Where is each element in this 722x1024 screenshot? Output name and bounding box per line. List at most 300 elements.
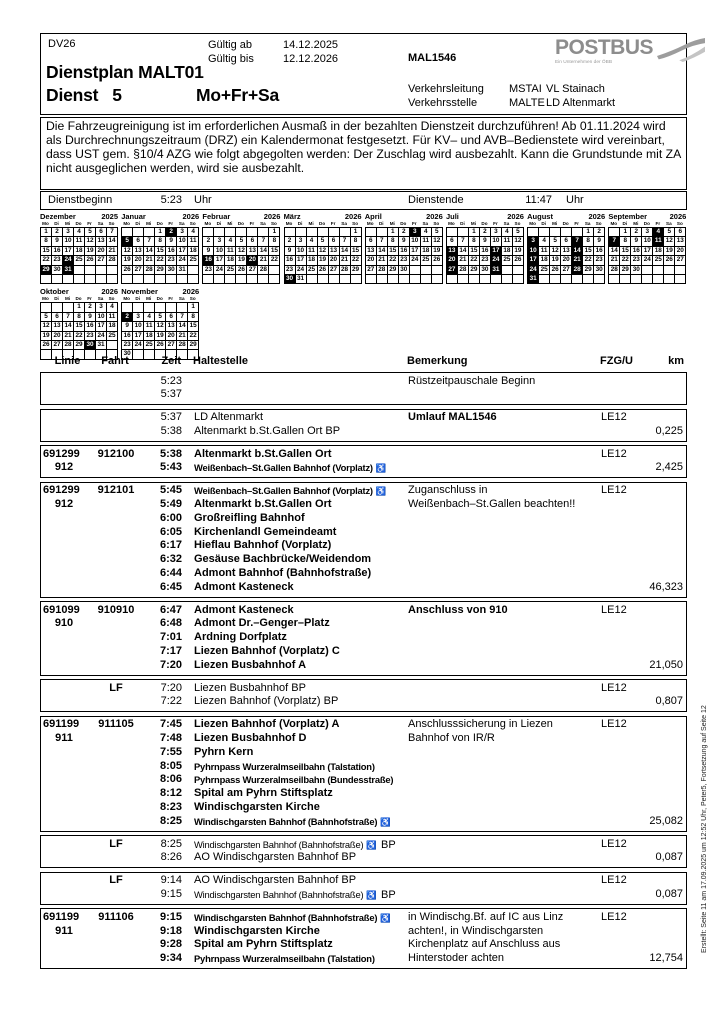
- cell-fzgu: [598, 801, 646, 815]
- calendar-day-cell: 18: [74, 247, 85, 256]
- cell-km: [646, 645, 686, 659]
- calendar-day-cell: 16: [285, 256, 296, 265]
- calendar-day-cell: 27: [52, 341, 63, 350]
- calendar-day-cell: 3: [410, 228, 421, 237]
- calendar-day-cell: 6: [247, 237, 258, 246]
- calendar-day-cell: [144, 275, 155, 284]
- calendar-day-cell: 21: [377, 256, 388, 265]
- calendar-weekday-label: So: [514, 221, 521, 226]
- calendar-day-cell: 1: [351, 228, 362, 237]
- calendar-day-cell: [177, 303, 188, 312]
- calendar-day-cell: 20: [329, 256, 340, 265]
- stop-name: Altenmarkt b.St.Gallen Ort: [194, 447, 332, 460]
- cell-haltestelle: [182, 581, 405, 595]
- timetable-row: [41, 888, 686, 902]
- cell-linie: [41, 581, 96, 595]
- calendar-day-cell: [307, 228, 318, 237]
- cell-linie: [41, 938, 96, 952]
- calendar-day-cell: [410, 266, 421, 275]
- cell-fahrt: [96, 461, 136, 476]
- calendar-day-cell: 13: [52, 322, 63, 331]
- cell-zeit: 7:20: [159, 658, 182, 671]
- cell-bemerkung: [405, 695, 598, 709]
- cell-haltestelle: [182, 815, 405, 830]
- calendar-day-cell: 17: [214, 256, 225, 265]
- calendar-day-cell: 25: [539, 266, 550, 275]
- valid-to-date: 12.12.2026: [283, 53, 339, 65]
- calendar-day-cell: [572, 275, 583, 284]
- cell-fahrt: 911106: [98, 910, 134, 923]
- cell-bemerkung: Anschluss von 910: [408, 603, 508, 616]
- duty-end-unit: Uhr: [566, 194, 584, 206]
- cell-fahrt: [96, 567, 136, 581]
- cell-km: 2,425: [655, 461, 683, 474]
- calendar-day-cell: [377, 228, 388, 237]
- cell-linie: [41, 461, 96, 476]
- calendar-day-cell: 25: [107, 332, 118, 341]
- calendar-day-cell: 3: [133, 313, 144, 322]
- calendar-weekday-label: Do: [156, 221, 163, 226]
- calendar-weekday-label: Sa: [341, 221, 347, 226]
- cell-fzgu: [598, 695, 646, 709]
- calendar-day-cell: [52, 303, 63, 312]
- calendar-day-cell: 11: [539, 247, 550, 256]
- calendar-day-grid: [527, 227, 605, 284]
- calendar-day-cell: 25: [653, 256, 664, 265]
- calendar-day-cell: 19: [41, 332, 52, 341]
- calendar-weekday-label: Di: [460, 221, 465, 226]
- timetable-row: [41, 659, 686, 673]
- calendar-day-cell: [41, 275, 52, 284]
- calendar-day-cell: 9: [203, 247, 214, 256]
- vks-label: Verkehrsstelle: [408, 97, 478, 109]
- cell-fahrt: [96, 732, 136, 746]
- calendar-weekday-row: [121, 296, 199, 302]
- stop-name: AO Windischgarsten Bahnhof BP: [194, 874, 357, 887]
- calendar-day-cell: [642, 266, 653, 275]
- calendar-day-cell: 23: [399, 256, 410, 265]
- calendar-day-cell: [247, 275, 258, 284]
- calendar-day-cell: [561, 275, 572, 284]
- cell-linie: [41, 874, 96, 888]
- cell-haltestelle: [182, 375, 405, 389]
- calendar-day-cell: 1: [469, 228, 480, 237]
- cell-linie: [41, 498, 96, 512]
- cell-zeit: 5:37: [160, 411, 182, 424]
- calendar-day-cell: 3: [491, 228, 502, 237]
- calendar-day-cell: 24: [133, 341, 144, 350]
- calendar-day-cell: 14: [144, 247, 155, 256]
- calendar-day-cell: [318, 275, 329, 284]
- calendar-weekday-label: Do: [156, 296, 163, 302]
- cell-fzgu: [598, 760, 646, 775]
- timetable-row: [41, 925, 686, 939]
- calendar-day-cell: 19: [318, 256, 329, 265]
- valid-to-label: Gültig bis: [208, 53, 254, 65]
- stop-name: Altenmarkt b.St.Gallen Ort BP: [194, 424, 341, 437]
- cell-fzgu: [598, 645, 646, 659]
- calendar-day-cell: 16: [52, 247, 63, 256]
- cell-zeit: 6:47: [159, 603, 182, 616]
- cell-fahrt: [96, 659, 136, 673]
- calendar-month-year: 2026: [669, 212, 687, 221]
- cell-fahrt: [96, 553, 136, 567]
- timetable-row: [41, 388, 686, 402]
- cell-km: [646, 838, 686, 853]
- calendar-day-cell: 23: [285, 266, 296, 275]
- stop-name: Liezen Bahnhof (Vorplatz) C: [194, 645, 340, 658]
- calendar-month-name: November: [121, 287, 158, 297]
- timetable-row: [41, 695, 686, 709]
- calendar-day-cell: 13: [561, 247, 572, 256]
- cell-fahrt: 910910: [97, 603, 135, 616]
- cell-fzgu: [598, 815, 646, 830]
- cell-haltestelle: [182, 925, 405, 939]
- cell-linie: [41, 425, 96, 439]
- calendar-day-cell: 12: [155, 322, 166, 331]
- calendar-day-cell: 23: [480, 256, 491, 265]
- calendar-day-cell: [269, 275, 280, 284]
- calendar-weekday-label: So: [595, 221, 602, 226]
- calendar-day-cell: [447, 275, 458, 284]
- cell-zeit: 8:25: [160, 837, 182, 850]
- calendar-day-cell: 20: [52, 332, 63, 341]
- calendar-day-cell: 18: [653, 247, 664, 256]
- calendar-weekday-label: Sa: [178, 296, 185, 302]
- calendar-day-cell: 18: [539, 256, 550, 265]
- calendar-day-cell: 9: [480, 237, 491, 246]
- calendar-day-cell: [653, 275, 664, 284]
- postbus-logo: [555, 36, 722, 65]
- calendar-weekday-label: Mi: [146, 296, 152, 302]
- stop-name: Admont Bahnhof (Bahnhofstraße): [194, 567, 372, 580]
- calendar-day-cell: 7: [340, 237, 351, 246]
- calendar-month-year: 2026: [182, 287, 200, 297]
- calendar-weekday-label: Fr: [168, 296, 173, 302]
- calendar-weekday-label: Mo: [42, 296, 49, 302]
- stop-name: Windischgarsten Bahnhof (Bahnhofstraße): [194, 889, 364, 900]
- calendar-day-cell: 26: [85, 256, 96, 265]
- cell-bemerkung: Hinterstoder achten: [408, 952, 504, 965]
- cell-fahrt: [96, 425, 136, 439]
- timetable-row: [41, 938, 686, 952]
- cell-bemerkung: [405, 838, 598, 853]
- calendar-month-title: [121, 287, 199, 296]
- cell-km: 0,087: [655, 851, 683, 864]
- calendar-weekday-label: Fr: [655, 221, 661, 226]
- calendar-day-cell: 27: [447, 266, 458, 275]
- calendar-day-grid: [202, 227, 280, 284]
- calendar-day-cell: [550, 275, 561, 284]
- timetable-row: [41, 604, 686, 618]
- calendar-day-cell: 26: [550, 266, 561, 275]
- cell-linie: [41, 567, 96, 581]
- calendar-day-grid: [121, 227, 199, 284]
- cell-fzgu: [598, 461, 646, 476]
- calendar-day-cell: 28: [458, 266, 469, 275]
- calendar-day-cell: 4: [539, 237, 550, 246]
- stop-name: Spital am Pyhrn Stiftsplatz: [194, 787, 333, 800]
- calendar-day-cell: 31: [96, 341, 107, 350]
- cell-linie: 691099: [43, 603, 80, 616]
- cell-zeit: 7:48: [159, 732, 182, 745]
- cell-zeit: 9:34: [159, 952, 182, 965]
- cell-fzgu: LE12: [601, 447, 627, 460]
- cell-haltestelle: [182, 911, 405, 926]
- dienst-label: Dienst: [46, 85, 99, 105]
- calendar-day-cell: 23: [52, 256, 63, 265]
- calendar-day-cell: 5: [85, 228, 96, 237]
- calendar-day-cell: 23: [594, 256, 605, 265]
- timetable-row: [41, 874, 686, 888]
- calendar-day-cell: 16: [594, 247, 605, 256]
- col-linie: Linie: [54, 355, 81, 367]
- calendar-day-cell: 11: [653, 237, 664, 246]
- stop-suffix: BP: [380, 889, 396, 901]
- cell-bemerkung: [405, 388, 598, 402]
- calendar-day-cell: 15: [188, 322, 199, 331]
- calendar-day-cell: 10: [491, 237, 502, 246]
- cell-bemerkung: [405, 645, 598, 659]
- calendar-weekday-label: Do: [481, 221, 488, 226]
- cell-zeit: 6:32: [159, 553, 182, 566]
- wheelchair-icon: ♿: [380, 912, 391, 923]
- cell-linie: [41, 888, 96, 903]
- stop-suffix: BP: [380, 838, 396, 851]
- calendar-weekday-label: Di: [622, 221, 628, 226]
- stop-name: Windischgarsten Bahnhof (Bahnhofstraße): [194, 838, 364, 850]
- calendar-day-cell: 10: [296, 247, 307, 256]
- cell-zeit: 8:26: [160, 851, 182, 864]
- calendar-weekday-label: Sa: [97, 221, 104, 226]
- calendar-day-cell: 10: [133, 322, 144, 331]
- calendar-day-cell: 14: [377, 247, 388, 256]
- calendar-day-cell: [96, 275, 107, 284]
- calendar-day-cell: 12: [432, 237, 443, 246]
- calendar-day-cell: 28: [377, 266, 388, 275]
- calendar-day-cell: [675, 266, 686, 275]
- verkehrsstelle-row: [408, 96, 615, 110]
- calendar-weekday-label: Fr: [168, 221, 173, 226]
- duty-begin-label: Dienstbeginn: [48, 194, 113, 206]
- calendar-weekday-label: Sa: [584, 221, 591, 226]
- calendar-day-cell: [52, 275, 63, 284]
- calendar-day-cell: 16: [480, 247, 491, 256]
- calendar-month-year: 2026: [588, 212, 606, 221]
- calendar-day-cell: 4: [188, 228, 199, 237]
- col-zeit: Zeit: [161, 355, 181, 367]
- calendar-weekday-label: Do: [237, 221, 244, 226]
- calendar-weekday-label: Mo: [123, 296, 130, 302]
- stop-name: Admont Kasteneck: [194, 603, 294, 616]
- calendar-day-cell: 9: [399, 237, 410, 246]
- timetable-row: [41, 952, 686, 966]
- calendar-day-cell: [664, 266, 675, 275]
- stop-name: Windischgarsten Kirche: [194, 801, 320, 814]
- valid-from-label: Gültig ab: [208, 39, 253, 51]
- cell-haltestelle: [182, 952, 405, 967]
- calendar-day-cell: 7: [144, 237, 155, 246]
- cell-bemerkung: [405, 461, 598, 476]
- calendar-day-cell: [351, 275, 362, 284]
- stop-name: Liezen Busbahnhof A: [194, 658, 307, 671]
- calendar-day-cell: 27: [329, 266, 340, 275]
- timetable-row: [41, 617, 686, 631]
- cell-bemerkung: [405, 567, 598, 581]
- calendar-day-cell: 27: [366, 266, 377, 275]
- calendar-day-cell: 17: [133, 332, 144, 341]
- calendar-day-cell: 29: [583, 266, 594, 275]
- calendar-weekday-row: [365, 221, 443, 227]
- cell-linie: [41, 617, 96, 631]
- calendar-day-cell: [236, 275, 247, 284]
- cell-fzgu: [598, 539, 646, 553]
- stop-name: Hieflau Bahnhof (Vorplatz): [194, 539, 332, 552]
- calendar-day-cell: 29: [469, 266, 480, 275]
- calendar-month-year: 2026: [263, 212, 281, 221]
- calendar-day-cell: 30: [85, 341, 96, 350]
- calendar-day-cell: 17: [528, 256, 539, 265]
- cell-bemerkung: [405, 512, 598, 526]
- vkl-name: VL Stainach: [546, 83, 605, 95]
- cell-km: [646, 718, 686, 732]
- stop-name: Pyhrnpass Wurzeralmseilbahn (Bundesstraße): [194, 774, 394, 786]
- calendar-weekday-label: So: [108, 296, 115, 302]
- calendar-day-cell: 8: [155, 237, 166, 246]
- calendar-day-cell: [572, 228, 583, 237]
- calendar-month: [608, 212, 686, 284]
- cell-zeit: 9:15: [160, 888, 182, 900]
- cell-fzgu: [598, 567, 646, 581]
- calendar-weekday-label: So: [270, 221, 277, 226]
- calendar-day-cell: [296, 228, 307, 237]
- cell-linie: [41, 746, 96, 760]
- calendar-day-cell: [377, 275, 388, 284]
- cell-linie: [41, 645, 96, 659]
- calendar-day-cell: 23: [203, 266, 214, 275]
- calendar-day-cell: 6: [675, 228, 686, 237]
- calendar-day-cell: 2: [203, 237, 214, 246]
- calendar-day-cell: 20: [447, 256, 458, 265]
- verkehrsleitung-row: [408, 82, 615, 96]
- calendar-day-cell: 4: [225, 237, 236, 246]
- cell-bemerkung: [405, 448, 598, 462]
- stop-name: Windischgarsten Bahnhof (Bahnhofstraße): [194, 911, 378, 923]
- calendar-day-cell: [107, 341, 118, 350]
- calendar-day-cell: [642, 275, 653, 284]
- timetable-header: [40, 355, 687, 369]
- calendar-month-title: [202, 212, 280, 221]
- cell-linie: [41, 815, 96, 830]
- vkl-code: MSTAI: [509, 83, 542, 95]
- cell-haltestelle: [182, 746, 405, 760]
- calendar-weekday-label: Mo: [529, 221, 536, 226]
- calendar-day-cell: 28: [340, 266, 351, 275]
- calendar-day-cell: 21: [107, 247, 118, 256]
- cell-km: [646, 448, 686, 462]
- calendar-day-cell: 26: [122, 266, 133, 275]
- cell-zeit: 5:38: [159, 447, 182, 460]
- calendar-day-cell: [133, 303, 144, 312]
- calendar-day-cell: 14: [107, 237, 118, 246]
- calendar-day-cell: 25: [421, 256, 432, 265]
- calendar-day-cell: 27: [675, 256, 686, 265]
- calendar-day-cell: 9: [52, 237, 63, 246]
- calendar-weekday-row: [446, 221, 524, 227]
- stop-name: Spital am Pyhrn Stiftsplatz: [194, 938, 333, 951]
- cell-fzgu: LE12: [601, 484, 627, 497]
- trip-block: [40, 872, 687, 905]
- cell-km: 46,323: [649, 580, 683, 593]
- calendar-day-cell: 7: [377, 237, 388, 246]
- cell-fahrt: [96, 411, 136, 425]
- cell-bemerkung: achten!, in Windischgarsten: [408, 924, 544, 937]
- doc-code: DV26: [48, 38, 76, 50]
- calendar-weekday-label: Mo: [204, 221, 212, 226]
- calendar-weekday-label: Sa: [178, 221, 185, 226]
- calendar-day-cell: 28: [144, 266, 155, 275]
- calendar-day-cell: 26: [41, 341, 52, 350]
- calendar-day-cell: 16: [399, 247, 410, 256]
- calendar-day-cell: 13: [675, 237, 686, 246]
- cell-fahrt: [96, 526, 136, 540]
- calendar-day-cell: 25: [225, 266, 236, 275]
- cell-zeit: 7:20: [160, 681, 182, 694]
- cell-zeit: 6:05: [159, 525, 182, 538]
- calendar-day-cell: 28: [107, 256, 118, 265]
- cell-linie: [41, 411, 96, 425]
- calendar-day-cell: [458, 228, 469, 237]
- calendar-day-cell: [664, 275, 675, 284]
- calendar-day-cell: 12: [122, 247, 133, 256]
- calendar-day-cell: 11: [421, 237, 432, 246]
- stop-name: Liezen Bahnhof (Vorplatz) BP: [194, 695, 339, 708]
- calendar-day-cell: 22: [155, 256, 166, 265]
- calendar-day-cell: 4: [144, 313, 155, 322]
- validity: [208, 38, 338, 66]
- calendar-day-cell: [41, 303, 52, 312]
- cell-haltestelle: [182, 718, 405, 732]
- calendar-day-cell: [550, 228, 561, 237]
- cell-fahrt: [96, 760, 136, 775]
- vkl-label: Verkehrsleitung: [408, 83, 484, 95]
- calendar-day-cell: [366, 228, 377, 237]
- calendar-weekday-label: Sa: [422, 221, 429, 226]
- cell-haltestelle: [182, 567, 405, 581]
- calendar-day-cell: 21: [258, 256, 269, 265]
- stop-name: Windischgarsten Kirche: [194, 924, 320, 937]
- calendar-day-cell: 2: [480, 228, 491, 237]
- calendar-day-cell: 30: [631, 266, 642, 275]
- calendar-day-cell: 22: [583, 256, 594, 265]
- cell-km: 12,754: [649, 952, 683, 965]
- calendar-day-cell: 8: [188, 313, 199, 322]
- cell-km: 25,082: [649, 814, 683, 827]
- stop-name: Pyhrn Kern: [194, 745, 254, 758]
- vks-name: LD Altenmarkt: [546, 97, 616, 109]
- cell-km: [646, 375, 686, 389]
- cell-zeit: 9:28: [159, 938, 182, 951]
- calendar-day-cell: 7: [258, 237, 269, 246]
- calendar-day-cell: 3: [296, 237, 307, 246]
- calendar-day-cell: 24: [96, 332, 107, 341]
- calendar-day-cell: 16: [85, 322, 96, 331]
- calendar-day-cell: 6: [96, 228, 107, 237]
- timetable-row: [41, 512, 686, 526]
- cell-bemerkung: [405, 746, 598, 760]
- cell-zeit: 8:23: [159, 801, 182, 814]
- trip-block: [40, 482, 687, 598]
